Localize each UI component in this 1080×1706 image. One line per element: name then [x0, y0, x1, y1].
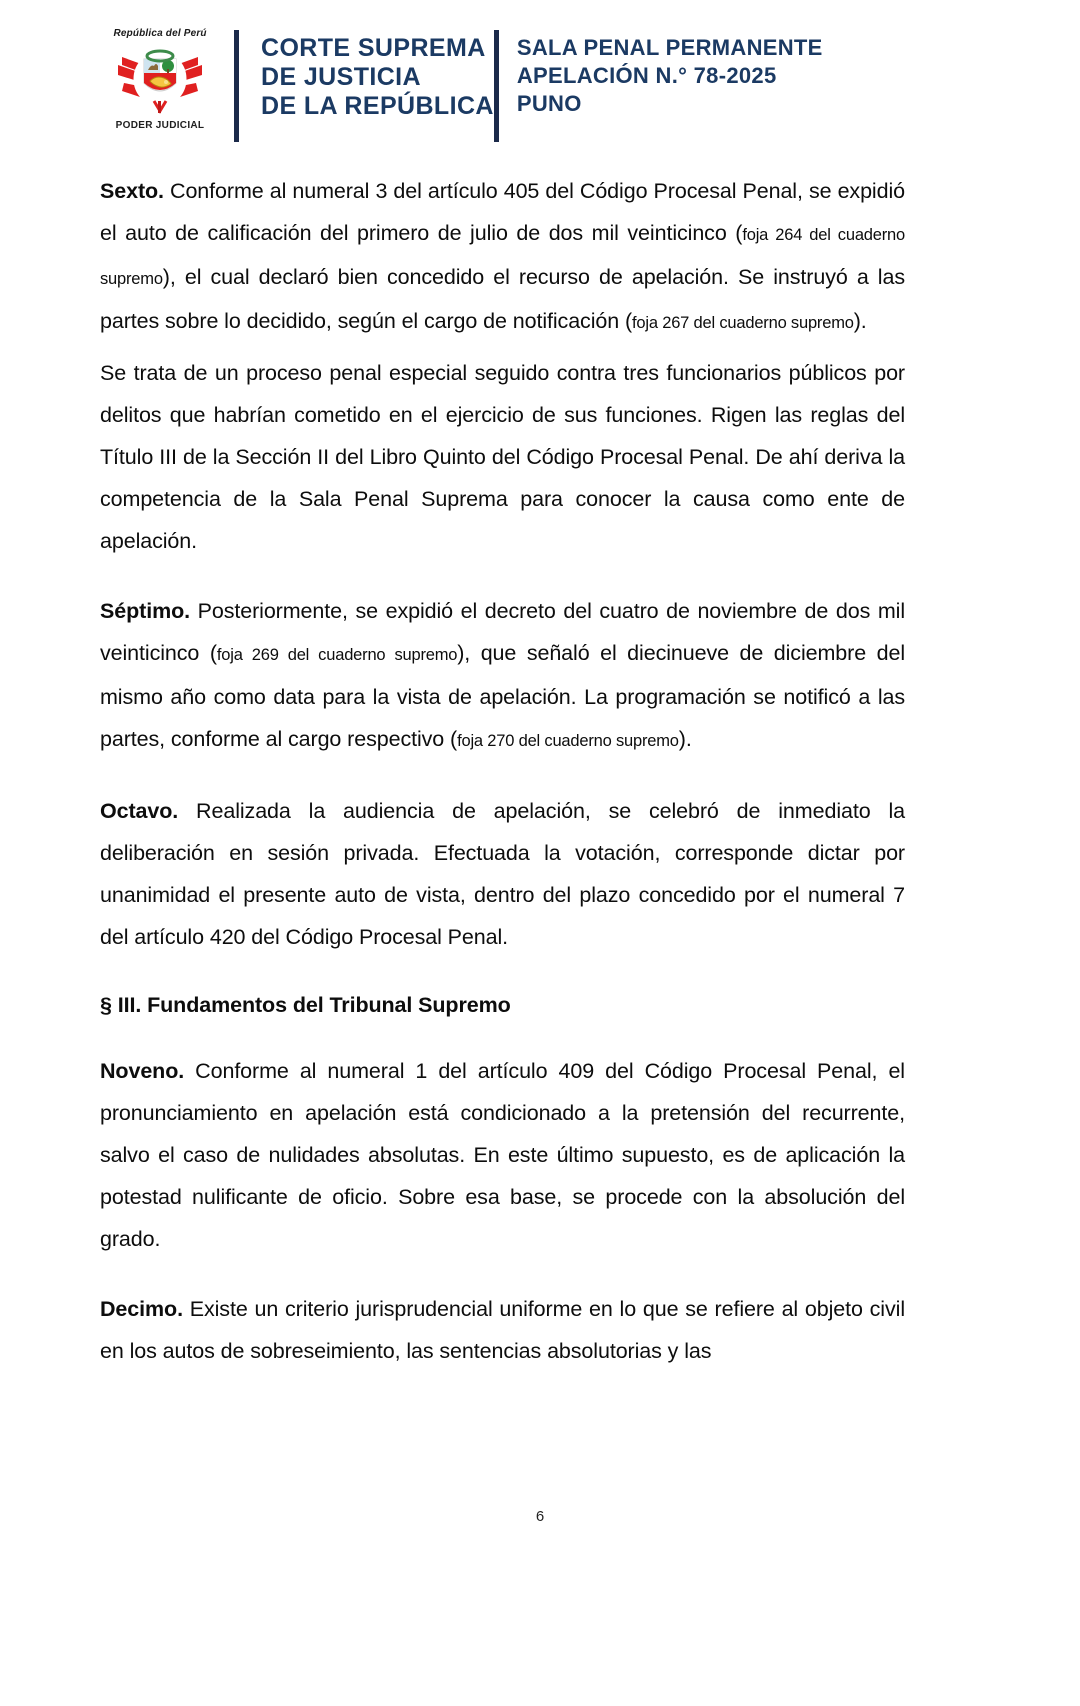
court-name-line-3: DE LA REPÚBLICA	[261, 92, 494, 120]
paragraph-septimo-text-2: ), que señaló el diecinueve de diciembre del mismo año como data para la vista de apelación. La programación se notificó a las partes, conforme al cargo respectivo (	[100, 641, 905, 751]
foja-citation-269: foja 269 del cuaderno supremo	[216, 646, 458, 664]
peru-coat-of-arms-icon	[114, 39, 206, 119]
paragraph-lead-decimo: Decimo.	[100, 1297, 183, 1321]
paragraph-sexto	[100, 170, 905, 344]
court-name	[261, 24, 494, 121]
paragraph-septimo-text-1: Posteriormente, se expidió el decreto del cuatro de noviembre de dos mil veinticinco (	[100, 599, 905, 665]
court-name-line-2: DE JUSTICIA	[261, 63, 421, 91]
paragraph-octavo-text: Realizada la audiencia de apelación, se celebró de inmediato la deliberación en sesión privada. Efectuada la votación, corresponde dictar por unanimidad el presente auto de vista, dentro del plazo concedido por el numeral 7 del artículo 420 del Código Procesal Penal.	[100, 799, 905, 949]
paragraph-decimo-text: Existe un criterio jurisprudencial uniforme en lo que se refiere al objeto civil en los autos de sobreseimiento, las sentencias absolutorias y las	[100, 1297, 905, 1363]
paragraph-septimo	[100, 590, 905, 762]
paragraph-proceso: Se trata de un proceso penal especial seguido contra tres funcionarios públicos por delitos que habrían cometido en el ejercicio de sus funciones. Rigen las reglas del Título III de la Sección II del Libro Quinto del Código Procesal Penal. De ahí deriva la competencia de la Sala Penal Suprema para conocer la causa como ente de apelación.	[100, 361, 905, 553]
case-number: APELACIÓN N.° 78-2025	[516, 63, 777, 88]
header-divider-2	[494, 30, 499, 142]
paragraph-lead-septimo: Séptimo.	[100, 599, 190, 623]
paragraph-septimo-text-3: ).	[678, 727, 692, 751]
paragraph-lead-noveno: Noveno.	[100, 1059, 185, 1083]
page-number: 6	[535, 1508, 545, 1525]
paragraph-lead-octavo: Octavo.	[100, 799, 179, 823]
case-identifier	[517, 24, 980, 118]
paragraph-decimo	[100, 1288, 905, 1372]
emblem-arc-text: República del Perú	[113, 27, 207, 39]
paragraph-noveno-text: Conforme al numeral 1 del artículo 409 del Código Procesal Penal, el pronunciamiento en apelación está condicionado a la pretensión del recurrente, salvo el caso de nulidades absolutas. En este último supuesto, es de aplicación la potestad nulificante de oficio. Sobre esa base, se procede con la absolución del grado.	[100, 1059, 905, 1251]
foja-citation-264: foja 264 del cuaderno supremo	[100, 226, 905, 288]
section-heading-iii: § III. Fundamentos del Tribunal Supremo	[100, 993, 511, 1017]
paragraph-noveno	[100, 1050, 905, 1260]
case-district: PUNO	[516, 91, 582, 116]
header-divider-1	[234, 30, 239, 142]
poder-judicial-logo	[100, 24, 220, 131]
paragraph-octavo	[100, 790, 905, 958]
emblem-caption: PODER JUDICIAL	[115, 120, 205, 131]
case-chamber: SALA PENAL PERMANENTE	[516, 35, 823, 60]
court-name-line-1: CORTE SUPREMA	[261, 34, 486, 62]
foja-citation-270: foja 270 del cuaderno supremo	[457, 732, 679, 750]
document-header	[100, 24, 980, 146]
document-body	[100, 170, 905, 1372]
paragraph-sexto-text-2: ), el cual declaró bien concedido el recurso de apelación. Se instruyó a las partes sobre lo decidido, según el cargo de notificación (	[100, 265, 905, 333]
paragraph-sexto-text-3: ).	[853, 309, 867, 333]
paragraph-sexto-text-1: Conforme al numeral 3 del artículo 405 del Código Procesal Penal, se expidió el auto de calificación del primero de julio de dos mil veinticinco (	[100, 179, 905, 245]
paragraph-lead-sexto: Sexto.	[100, 179, 164, 203]
foja-citation-267: foja 267 del cuaderno supremo	[632, 314, 854, 332]
